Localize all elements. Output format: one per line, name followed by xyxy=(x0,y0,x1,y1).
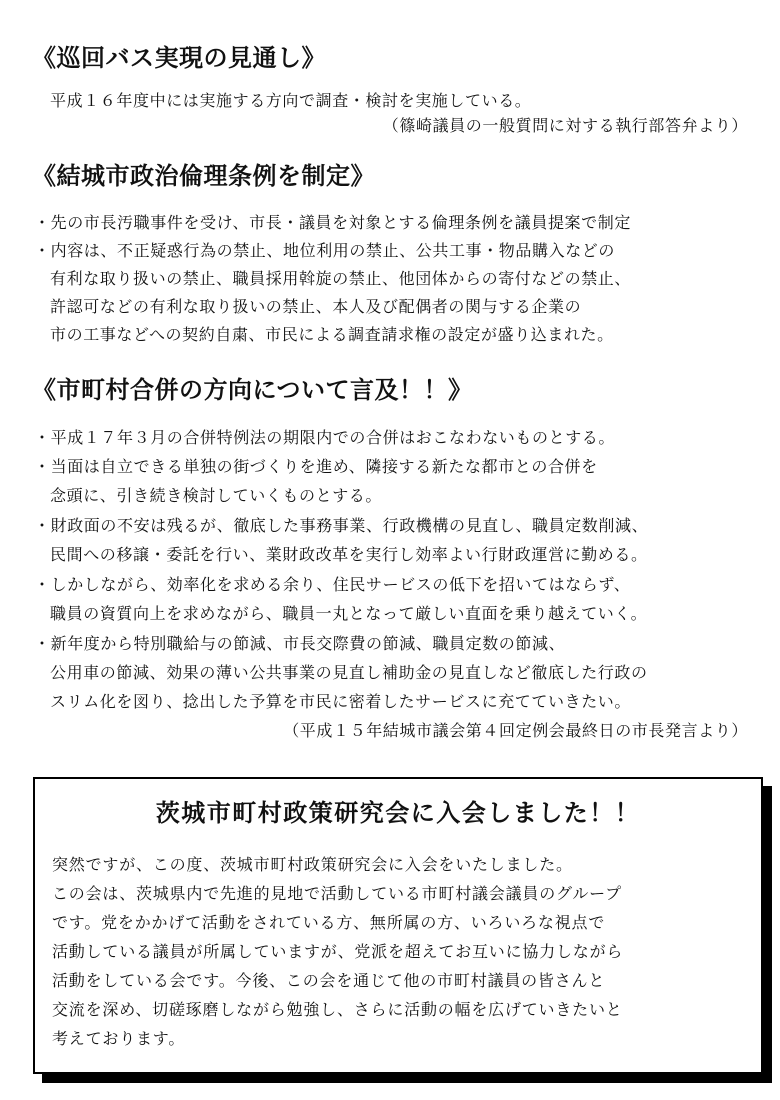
notice-line: 突然ですが、この度、茨城市町村政策研究会に入会をいたしました。 xyxy=(52,855,573,874)
notice-line: 考えております。 xyxy=(52,1029,186,1048)
source-note: （平成１５年結城市議会第４回定例会最終日の市長発言より） xyxy=(283,721,748,740)
bullet-line: ・先の市長汚職事件を受け、市長・議員を対象とする倫理条例を議員提案で制定 xyxy=(34,213,631,232)
bullet-continuation: 職員の資質向上を求めながら、職員一丸となって厳しい直面を乗り越えていく。 xyxy=(50,604,648,623)
paragraph-line: 平成１６年度中には実施する方向で調査・検討を実施している。 xyxy=(50,91,532,110)
source-note: （篠崎議員の一般質問に対する執行部答弁より） xyxy=(382,116,748,135)
notice-title: 茨城市町村政策研究会に入会しました！！ xyxy=(155,799,641,827)
bullet-line: ・平成１７年３月の合併特例法の期限内での合併はおこなわないものとする。 xyxy=(34,428,616,447)
notice-box xyxy=(33,777,763,1074)
notice-line: 交流を深め、切磋琢磨しながら勉強し、さらに活動の幅を広げていきたいと xyxy=(52,1000,623,1019)
bullet-continuation: 市の工事などへの契約自粛、市民による調査請求権の設定が盛り込まれた。 xyxy=(50,325,614,344)
bullet-continuation: スリム化を図り、捻出した予算を市民に密着したサービスに充てていきたい。 xyxy=(50,692,632,711)
bullet-continuation: 念頭に、引き続き検討していくものとする。 xyxy=(50,486,383,505)
notice-line: この会は、茨城県内で先進的見地で活動している市町村議会議員のグループ xyxy=(52,884,622,903)
notice-line: 活動している議員が所属していますが、党派を超えてお互いに協力しながら xyxy=(52,942,624,961)
bullet-line: ・財政面の不安は残るが、徹底した事務事業、行政機構の見直し、職員定数削減、 xyxy=(34,516,649,535)
bullet-line: ・当面は自立できる単独の街づくりを進め、隣接する新たな都市との合併を xyxy=(34,457,598,476)
bullet-continuation: 有利な取り扱いの禁止、職員採用斡旋の禁止、他団体からの寄付などの禁止、 xyxy=(50,269,632,288)
heading-municipal-merger: 《市町村合併の方向について言及！！》 xyxy=(32,376,473,404)
notice-line: です。党をかかげて活動をされている方、無所属の方、いろいろな視点で xyxy=(52,913,606,932)
bullet-continuation: 民間への移譲・委託を行い、業財政改革を実行し効率よい行財政運営に勤める。 xyxy=(50,545,648,564)
bullet-line: ・内容は、不正疑惑行為の禁止、地位利用の禁止、公共工事・物品購入などの xyxy=(34,241,616,260)
heading-ethics-ordinance: 《結城市政治倫理条例を制定》 xyxy=(32,162,375,190)
bullet-line: ・新年度から特別職給与の節減、市長交際費の節減、職員定数の節減、 xyxy=(34,634,566,653)
notice-line: 活動をしている会です。今後、この会を通じて他の市町村議員の皆さんと xyxy=(52,971,606,990)
bullet-continuation: 許認可などの有利な取り扱いの禁止、本人及び配偶者の関与する企業の xyxy=(50,297,582,316)
bullet-continuation: 公用車の節減、効果の薄い公共事業の見直し補助金の見直しなど徹底した行政の xyxy=(50,663,648,682)
heading-junkai-bus: 《巡回バス実現の見通し》 xyxy=(32,44,326,72)
bullet-line: ・しかしながら、効率化を求める余り、住民サービスの低下を招いてはならず、 xyxy=(34,575,631,594)
